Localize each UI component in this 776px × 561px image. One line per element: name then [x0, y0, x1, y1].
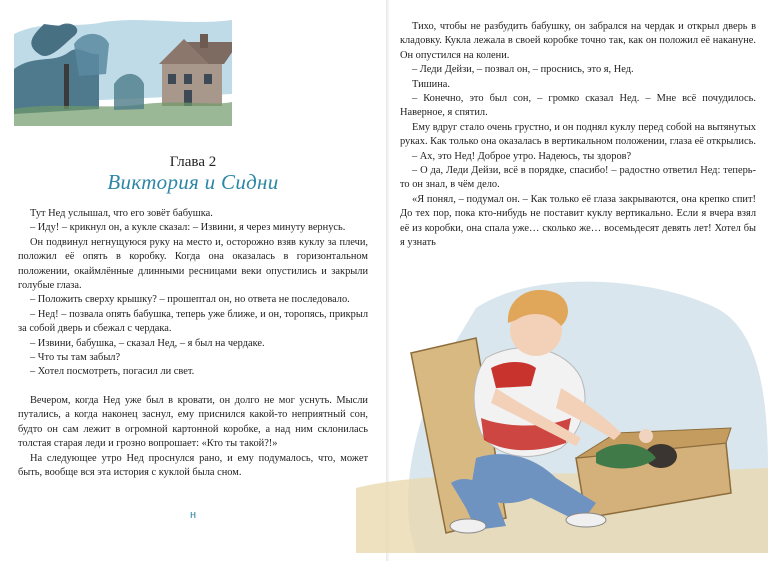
boy-with-doll-illustration: [356, 268, 768, 553]
page-number: н: [189, 509, 197, 521]
paragraph: Ему вдруг стало очень грустно, и он поднял куклу перед собой на вытянутых руках. Как только она оказалась в вертикальном положении, глаза её открылись.: [400, 121, 756, 148]
chapter-number: Глава 2: [169, 154, 217, 170]
chapter-title: Виктория и Сидни: [107, 170, 279, 194]
paragraph: «Я понял, – подумал он. – Как только её глаза закрываются, она крепко спит! До тех пор, пока кто-нибудь не поставит куклу вертикально. Если я вчера взял её из коробки, она спала уже… сколько же… восемьдесят девять лет! Хотел бы я узнать: [400, 193, 756, 249]
paragraph: Вечером, когда Нед уже был в кровати, он долго не мог уснуть. Мысли путались, а когда наконец заснул, ему приснился какой-то неприятный сон, будто он сам лежит в огромной картонной коробке, а над ним склонилась толстая старая леди и грозно вопрошает: «Кто ты такой?!»: [18, 394, 368, 450]
paragraph: – Что ты там забыл?: [30, 352, 121, 364]
paragraph: – Иду! – крикнул он, а кукле сказал: – Извини, я через минуту вернусь.: [30, 222, 346, 234]
paragraph: Тут Нед услышал, что его зовёт бабушка.: [30, 208, 213, 219]
paragraph: – Ах, это Нед! Доброе утро. Надеюсь, ты здоров?: [412, 150, 632, 162]
paragraph: – Нед! – позвала опять бабушка, теперь уже ближе, и он, торопясь, прикрыл за собой дверь и сбежал с чердака.: [18, 308, 368, 335]
paragraph: – Хотел посмотреть, погасил ли свет.: [30, 366, 195, 378]
paragraph: – Конечно, это был сон, – громко сказал Нед. – Мне всё почудилось. Наверное, я спятил.: [400, 93, 756, 119]
paragraph: На следующее утро Нед проснулся рано, и ему подумалось, что, может быть, вообще вся эта история с куклой была сном.: [18, 452, 368, 478]
paragraph: Тишина.: [412, 78, 450, 90]
paragraph: Тихо, чтобы не разбудить бабушку, он забрался на чердак и открыл дверь в кладовку. Кукла лежала в своей коробке точно так, как он положил её накануне. Он опустился на колени.: [400, 21, 756, 61]
right-body-text: [400, 20, 756, 251]
paragraph: – О да, Леди Дейзи, всё в порядке, спасибо! – радостно ответил Нед: теперь-то он знал, в чём дело.: [400, 165, 756, 191]
paragraph: – Положить сверху крышку? – прошептал он, но ответа не последовало.: [30, 294, 350, 306]
house-illustration: [14, 14, 232, 126]
paragraph: – Леди Дейзи, – позвал он, – проснись, это я, Нед.: [412, 64, 634, 76]
paragraph: Он подвинул негнущуюся руку на место и, осторожно взяв куклу за плечи, положил её опять в коробку. Когда она оказалась в горизонтальном положении, окаймлённые длинными ресницами веки опустились и закрыли голубые глаза.: [18, 236, 368, 292]
paragraph: – Извини, бабушка, – сказал Нед, – я был на чердаке.: [30, 337, 265, 349]
left-page: [0, 0, 386, 561]
section-gap: [18, 380, 368, 394]
left-body-text: [18, 207, 368, 480]
